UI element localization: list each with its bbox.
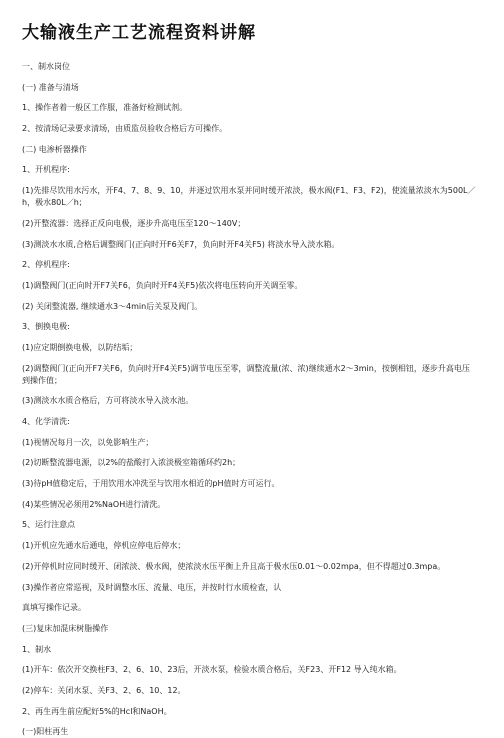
text-line: 2、停机程序: [22,260,70,270]
text-line: (1)调整阀门(正向时开F7关F6，负向时开F4关F5)依次将电压转向开关调至零。 [22,280,303,290]
text-line: (4)某些情况必须用2%NaOH进行清洗。 [22,499,166,509]
text-line: (3)测淡水水质,合格后调整阀门(正向时开F6关F7，负向时开F4关F5) 将淡水导入淡水箱。 [22,239,340,249]
subsection-heading: (三)复床加混床树脂操作 [22,623,109,633]
subsection-heading: (一)阳柱再生 [22,727,69,737]
text-line: (2)停车：关闭水泵、关F3、2、6、10、12。 [22,685,186,695]
text-line: (3)操作者应常巡视，及时调整水压、流量、电压，并按时行水质检查，认 [22,582,282,592]
section-heading: 一、制水岗位 [22,62,70,71]
text-line: (3)待pH值稳定后，于用饮用水冲洗至与饮用水相近的pH值时方可运行。 [22,479,280,489]
subsection-heading: (一) 准备与清场 [22,82,79,92]
text-line: (1)开车：依次开交换柱F3、2、6、10、23后，开淡水泵，检验水质合格后，关F23、开F12 导入纯水箱。 [22,665,402,675]
text-line: (2)开整流器：选择正反向电极，逐步升高电压至120～140V； [22,218,246,228]
text-line: (2) 关闭整流器, 继续通水3～4min后关泵及阀门。 [22,301,203,311]
text-line: 真填写操作记录。 [22,603,86,613]
text-line: 2、按清场记录要求清场，由质监员验收合格后方可操作。 [22,124,228,134]
text-line: 4、化学清洗: [22,417,70,426]
text-line: 1、开机程序: [22,165,70,175]
text-line: 1、制水 [22,644,52,654]
text-line: (3)测淡水水质合格后，方可将淡水导入淡水池。 [22,396,194,406]
text-line: 5、运行注意点 [22,520,76,530]
text-line: (2)调整阀门(正向开F7关F6，负向时开F4关F5)调节电压至零，调整流量(浓、浓)继续通水2～3min，按倒相钮，逐步升高电压到操作值； [22,363,470,385]
text-line: (1)开机应先通水后通电，停机应停电后停水； [22,541,186,551]
text-line: 3、倒换电极: [22,322,70,332]
text-line: 1、操作者着一般区工作服，准备好检测试剂。 [22,103,188,113]
text-line: 2、再生再生前应配好5%的Hcl和NaOH。 [22,706,172,716]
text-line: (2)切断整流器电源，以2%的盐酸打入浓淡极室箱循环约2h； [22,458,241,468]
subsection-heading: (二) 电渗析器操作 [22,144,87,154]
text-line: (1)视情况每月一次，以免影响生产； [22,437,154,447]
text-line: (1)先排尽饮用水污水，开F4、7、8、9、10，并逐过饮用水泵并同时缓开浓淡，极水阀(F1、F3、F2)，使流量浓淡水为500L／h，极水80L／h； [22,186,476,208]
text-line: (2)开停机时应同时缓开、闭浓淡、极水阀，使浓淡水压平衡上升且高于极水压0.01～0.02mpa，但不得超过0.3mpa。 [22,561,446,571]
text-line: (1)应定期倒换电极，以防结垢； [22,342,138,352]
document-title: 大输液生产工艺流程资料讲解 [22,23,256,43]
